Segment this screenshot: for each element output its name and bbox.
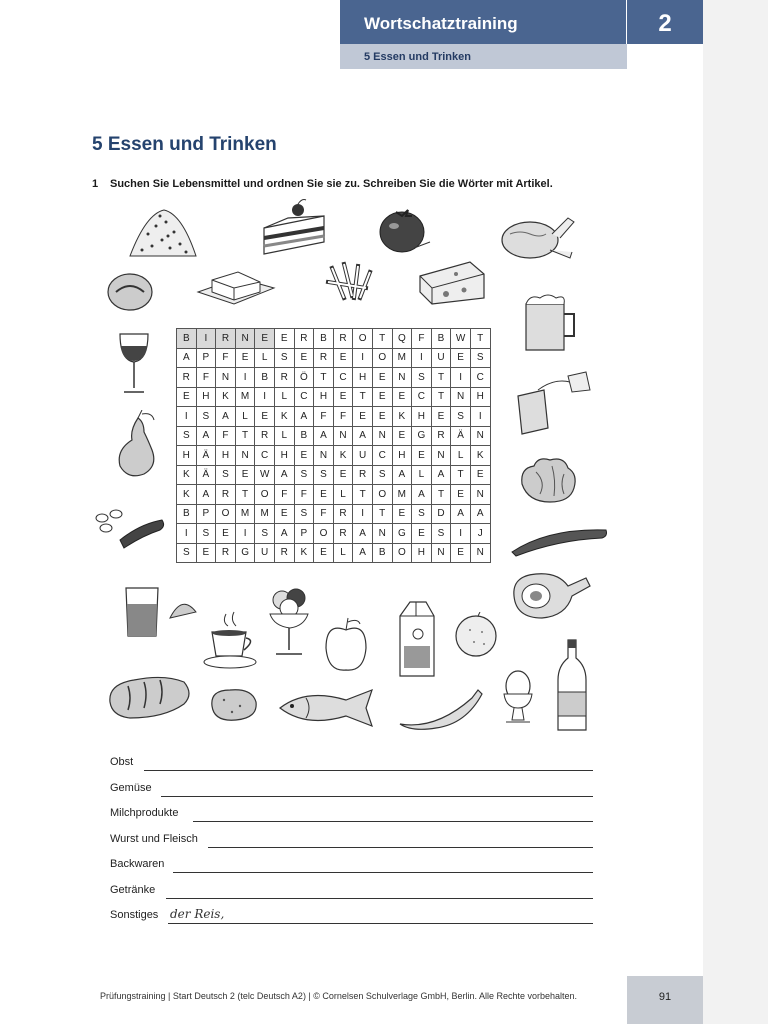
grid-cell[interactable]: Ä <box>196 446 216 466</box>
grid-cell[interactable]: N <box>235 329 255 349</box>
grid-cell[interactable]: E <box>451 348 471 368</box>
grid-cell[interactable]: I <box>196 329 216 349</box>
grid-cell[interactable]: A <box>451 504 471 524</box>
grid-cell[interactable]: S <box>314 465 334 485</box>
grid-cell[interactable]: Q <box>392 329 412 349</box>
grid-cell[interactable]: F <box>216 348 236 368</box>
grid-cell[interactable]: F <box>314 504 334 524</box>
grid-cell[interactable]: K <box>274 407 294 427</box>
answer-row <box>110 858 593 876</box>
cucumber-icon <box>508 522 610 558</box>
grid-cell[interactable]: R <box>216 543 236 563</box>
grid-cell[interactable]: L <box>451 446 471 466</box>
butter-icon <box>194 258 278 308</box>
grid-cell[interactable]: B <box>314 329 334 349</box>
grid-cell[interactable]: C <box>294 387 314 407</box>
grid-cell[interactable]: P <box>196 504 216 524</box>
grid-cell[interactable]: E <box>294 348 314 368</box>
grid-cell[interactable]: M <box>235 504 255 524</box>
grid-cell[interactable]: E <box>177 387 197 407</box>
grid-cell[interactable]: A <box>274 524 294 544</box>
grid-cell[interactable]: H <box>314 387 334 407</box>
orange-slice-icon <box>166 598 200 626</box>
grid-cell[interactable]: P <box>196 348 216 368</box>
footer-text: Prüfungstraining | Start Deutsch 2 (telc Deutsch A2) | © Cornelsen Schulverlage GmbH, Berlin. Alle Rechte vorbehalten. <box>100 991 578 1001</box>
page-number: 91 <box>627 976 703 1024</box>
banana-icon <box>396 684 486 732</box>
grid-cell[interactable]: R <box>333 504 353 524</box>
grid-cell[interactable]: E <box>372 387 392 407</box>
grid-cell[interactable]: B <box>255 368 275 388</box>
header-gap <box>627 44 703 69</box>
grid-row <box>177 407 491 427</box>
grid-cell[interactable]: T <box>431 368 451 388</box>
grid-cell[interactable]: M <box>392 348 412 368</box>
grid-cell[interactable]: I <box>177 524 197 544</box>
grid-cell[interactable]: E <box>353 407 373 427</box>
grid-cell[interactable]: E <box>255 407 275 427</box>
answer-line[interactable] <box>166 898 593 899</box>
grid-cell[interactable]: G <box>412 426 432 446</box>
grid-cell[interactable]: T <box>353 485 373 505</box>
grid-cell[interactable]: H <box>274 446 294 466</box>
grid-cell[interactable]: E <box>431 407 451 427</box>
task-number: 1 <box>92 178 99 190</box>
grid-cell[interactable]: A <box>392 465 412 485</box>
grid-cell[interactable]: B <box>294 426 314 446</box>
grid-cell[interactable]: A <box>294 407 314 427</box>
grid-cell[interactable]: K <box>294 543 314 563</box>
grid-cell[interactable]: T <box>451 465 471 485</box>
tomato-icon <box>374 204 434 256</box>
grid-cell[interactable]: R <box>216 485 236 505</box>
grid-cell[interactable]: E <box>372 407 392 427</box>
grid-cell[interactable]: K <box>392 407 412 427</box>
grid-cell[interactable]: E <box>216 524 236 544</box>
answer-row <box>110 782 593 800</box>
grid-cell[interactable]: E <box>255 329 275 349</box>
grid-cell[interactable]: N <box>392 368 412 388</box>
orange-icon <box>452 612 502 662</box>
grid-cell[interactable]: F <box>314 407 334 427</box>
grid-cell[interactable]: F <box>196 368 216 388</box>
grid-cell[interactable]: A <box>470 504 490 524</box>
grid-row <box>177 426 491 446</box>
grid-cell[interactable]: N <box>372 524 392 544</box>
grid-cell[interactable]: P <box>294 524 314 544</box>
grid-cell[interactable]: K <box>177 465 197 485</box>
answer-label: Backwaren <box>110 858 165 870</box>
grid-cell[interactable]: H <box>353 368 373 388</box>
grid-cell[interactable]: S <box>196 524 216 544</box>
coffee-cup-icon <box>200 610 264 672</box>
grid-cell[interactable]: I <box>235 368 255 388</box>
grid-cell[interactable]: E <box>372 368 392 388</box>
ham-icon <box>506 566 594 624</box>
grid-cell[interactable]: E <box>412 446 432 466</box>
grid-cell[interactable]: L <box>333 485 353 505</box>
grid-cell[interactable]: O <box>216 504 236 524</box>
grid-cell[interactable]: A <box>353 426 373 446</box>
grid-cell[interactable]: I <box>177 407 197 427</box>
bread-roll-icon <box>104 270 156 314</box>
answer-row <box>110 756 593 774</box>
grid-row <box>177 524 491 544</box>
grid-cell[interactable]: S <box>216 465 236 485</box>
egg-icon <box>500 668 536 728</box>
water-bottle-icon <box>554 636 590 736</box>
grid-cell[interactable]: F <box>274 485 294 505</box>
grid-cell[interactable]: A <box>412 485 432 505</box>
grid-cell[interactable]: I <box>353 504 373 524</box>
grid-cell[interactable]: A <box>353 524 373 544</box>
answer-row <box>110 807 593 825</box>
grid-cell[interactable]: S <box>372 465 392 485</box>
grid-row <box>177 329 491 349</box>
chicken-icon <box>490 204 576 268</box>
grid-cell[interactable]: T <box>314 368 334 388</box>
grid-cell[interactable]: R <box>333 524 353 544</box>
task-instruction: Suchen Sie Lebensmittel und ordnen Sie sie zu. Schreiben Sie die Wörter mit Artikel. <box>110 178 553 190</box>
apple-icon <box>320 614 372 676</box>
grid-cell[interactable]: S <box>412 368 432 388</box>
grid-cell[interactable]: N <box>431 543 451 563</box>
grid-cell[interactable]: N <box>216 368 236 388</box>
section-title: 5 Essen und Trinken <box>92 134 277 155</box>
grid-cell[interactable]: L <box>274 426 294 446</box>
grid-cell[interactable]: S <box>470 348 490 368</box>
lettuce-icon <box>516 454 580 506</box>
word-search-grid <box>176 328 491 563</box>
grid-cell[interactable]: C <box>333 368 353 388</box>
grid-cell[interactable]: C <box>412 387 432 407</box>
grid-cell[interactable]: I <box>451 524 471 544</box>
grid-cell[interactable]: E <box>274 504 294 524</box>
grid-cell[interactable]: O <box>255 485 275 505</box>
grid-row <box>177 368 491 388</box>
grid-cell[interactable]: E <box>314 543 334 563</box>
handwritten-answer: der Reis, <box>170 907 225 921</box>
grid-cell[interactable]: T <box>235 426 255 446</box>
grid-cell[interactable]: S <box>294 465 314 485</box>
grid-cell[interactable]: B <box>177 329 197 349</box>
grid-cell[interactable]: E <box>470 465 490 485</box>
answer-line[interactable] <box>193 821 593 822</box>
grid-cell[interactable]: L <box>333 543 353 563</box>
grid-cell[interactable]: E <box>451 485 471 505</box>
grid-cell[interactable]: O <box>353 329 373 349</box>
grid-cell[interactable]: I <box>412 348 432 368</box>
grid-cell[interactable]: C <box>470 368 490 388</box>
cake-icon <box>258 198 330 260</box>
grid-cell[interactable]: S <box>274 348 294 368</box>
grid-cell[interactable]: N <box>372 426 392 446</box>
grid-cell[interactable]: H <box>392 446 412 466</box>
tea-bag-icon <box>514 368 594 440</box>
grid-cell[interactable]: N <box>314 446 334 466</box>
grid-cell[interactable]: B <box>431 329 451 349</box>
grid-cell[interactable]: F <box>333 407 353 427</box>
grid-cell[interactable]: E <box>333 348 353 368</box>
grid-cell[interactable]: B <box>372 543 392 563</box>
grid-cell[interactable]: F <box>412 329 432 349</box>
fries-icon <box>322 258 380 306</box>
grid-cell[interactable]: T <box>353 387 373 407</box>
grid-cell[interactable]: F <box>294 485 314 505</box>
wine-glass-icon <box>116 330 152 398</box>
grid-cell[interactable]: M <box>392 485 412 505</box>
answer-label: Milchprodukte <box>110 807 179 819</box>
grid-cell[interactable]: K <box>216 387 236 407</box>
grid-cell[interactable]: E <box>392 426 412 446</box>
grid-cell[interactable]: Ä <box>196 465 216 485</box>
grid-cell[interactable]: E <box>274 329 294 349</box>
grid-cell[interactable]: O <box>372 485 392 505</box>
milk-carton-icon <box>394 598 440 682</box>
answer-line[interactable] <box>144 770 593 771</box>
grid-row <box>177 543 491 563</box>
grid-cell[interactable]: I <box>353 348 373 368</box>
grid-row <box>177 387 491 407</box>
grid-cell[interactable]: F <box>216 426 236 446</box>
grid-cell[interactable]: S <box>431 524 451 544</box>
grid-cell[interactable]: N <box>333 426 353 446</box>
grid-cell[interactable]: N <box>470 426 490 446</box>
answer-line[interactable] <box>173 872 593 873</box>
answer-label: Wurst und Fleisch <box>110 832 198 845</box>
grid-cell[interactable]: M <box>255 504 275 524</box>
grid-cell[interactable]: G <box>392 524 412 544</box>
beer-icon <box>520 290 580 356</box>
beans-icon <box>90 504 170 552</box>
grid-cell[interactable]: E <box>294 446 314 466</box>
grid-cell[interactable]: N <box>431 446 451 466</box>
grid-cell[interactable]: T <box>235 485 255 505</box>
answer-label: Sonstiges <box>110 909 159 921</box>
cheese-icon <box>416 254 488 306</box>
grid-cell[interactable]: S <box>177 426 197 446</box>
grid-cell[interactable]: O <box>392 543 412 563</box>
grid-cell[interactable]: R <box>177 368 197 388</box>
grid-cell[interactable]: K <box>470 446 490 466</box>
grid-cell[interactable]: N <box>451 387 471 407</box>
grid-cell[interactable]: W <box>255 465 275 485</box>
answer-label: Gemüse <box>110 781 152 794</box>
grid-cell[interactable]: U <box>255 543 275 563</box>
answer-line[interactable] <box>161 796 593 797</box>
grid-cell[interactable]: L <box>274 387 294 407</box>
grid-cell[interactable]: A <box>314 426 334 446</box>
grid-cell[interactable]: K <box>177 485 197 505</box>
grid-cell[interactable]: R <box>274 543 294 563</box>
grid-cell[interactable]: A <box>431 465 451 485</box>
fish-icon <box>276 686 386 730</box>
grid-cell[interactable]: S <box>451 407 471 427</box>
grid-cell[interactable]: E <box>392 504 412 524</box>
grid-cell[interactable]: R <box>353 465 373 485</box>
grid-row <box>177 465 491 485</box>
answer-line[interactable] <box>168 923 593 924</box>
grid-cell[interactable]: H <box>216 446 236 466</box>
rice-icon <box>126 204 200 260</box>
grid-cell[interactable]: H <box>196 387 216 407</box>
grid-cell[interactable]: A <box>177 348 197 368</box>
grid-cell[interactable]: L <box>412 465 432 485</box>
grid-cell[interactable]: R <box>294 329 314 349</box>
grid-cell[interactable]: U <box>353 446 373 466</box>
answer-row <box>110 884 593 902</box>
grid-cell[interactable]: T <box>431 485 451 505</box>
grid-cell[interactable]: S <box>294 504 314 524</box>
grid-cell[interactable]: I <box>451 368 471 388</box>
grid-cell[interactable]: A <box>274 465 294 485</box>
grid-cell[interactable]: M <box>235 387 255 407</box>
grid-cell[interactable]: E <box>314 485 334 505</box>
grid-cell[interactable]: H <box>177 446 197 466</box>
grid-cell[interactable]: J <box>470 524 490 544</box>
answer-label: Getränke <box>110 883 156 896</box>
grid-cell[interactable]: T <box>431 387 451 407</box>
chapter-number: 2 <box>627 0 703 44</box>
grid-cell[interactable]: R <box>333 329 353 349</box>
grid-row <box>177 348 491 368</box>
grid-cell[interactable]: C <box>255 446 275 466</box>
grid-cell[interactable]: A <box>196 485 216 505</box>
grid-cell[interactable]: S <box>196 407 216 427</box>
grid-cell[interactable]: I <box>470 407 490 427</box>
grid-cell[interactable]: S <box>177 543 197 563</box>
grid-cell[interactable]: K <box>333 446 353 466</box>
grid-cell[interactable]: S <box>412 504 432 524</box>
page-margin <box>703 0 768 1024</box>
ice-cream-icon <box>264 584 314 658</box>
grid-cell[interactable]: B <box>177 504 197 524</box>
grid-cell[interactable]: Ö <box>294 368 314 388</box>
grid-cell[interactable]: R <box>274 368 294 388</box>
grid-cell[interactable]: A <box>196 426 216 446</box>
grid-cell[interactable]: L <box>235 407 255 427</box>
grid-cell[interactable]: R <box>431 426 451 446</box>
grid-cell[interactable]: E <box>333 465 353 485</box>
grid-cell[interactable]: E <box>451 543 471 563</box>
grid-cell[interactable]: E <box>392 387 412 407</box>
grid-cell[interactable]: N <box>470 543 490 563</box>
grid-cell[interactable]: N <box>470 485 490 505</box>
grid-cell[interactable]: E <box>235 348 255 368</box>
answer-line[interactable] <box>208 847 593 848</box>
answer-row <box>110 833 593 851</box>
grid-cell[interactable]: G <box>235 543 255 563</box>
grid-cell[interactable]: R <box>216 329 236 349</box>
grid-cell[interactable]: H <box>412 407 432 427</box>
grid-cell[interactable]: Ä <box>451 426 471 446</box>
grid-cell[interactable]: R <box>314 348 334 368</box>
grid-cell[interactable]: E <box>333 387 353 407</box>
answer-label: Obst <box>110 756 134 768</box>
pear-icon <box>108 410 164 480</box>
grid-cell[interactable]: T <box>470 329 490 349</box>
potato-icon <box>206 684 262 726</box>
grid-cell[interactable]: L <box>255 348 275 368</box>
grid-row <box>177 485 491 505</box>
bread-icon <box>104 668 194 724</box>
grid-cell[interactable]: E <box>235 465 255 485</box>
answer-row <box>110 909 593 927</box>
grid-row <box>177 446 491 466</box>
grid-cell[interactable]: U <box>431 348 451 368</box>
grid-cell[interactable]: I <box>255 387 275 407</box>
grid-cell[interactable]: H <box>412 543 432 563</box>
grid-cell[interactable]: D <box>431 504 451 524</box>
grid-cell[interactable]: W <box>451 329 471 349</box>
grid-cell[interactable]: C <box>372 446 392 466</box>
header-title: Wortschatztraining <box>340 0 626 44</box>
grid-cell[interactable]: R <box>255 426 275 446</box>
grid-cell[interactable]: S <box>255 524 275 544</box>
grid-row <box>177 504 491 524</box>
grid-cell[interactable]: A <box>353 543 373 563</box>
grid-cell[interactable]: E <box>412 524 432 544</box>
grid-cell[interactable]: I <box>235 524 255 544</box>
grid-cell[interactable]: H <box>470 387 490 407</box>
grid-cell[interactable]: A <box>216 407 236 427</box>
grid-cell[interactable]: T <box>372 329 392 349</box>
grid-cell[interactable]: O <box>314 524 334 544</box>
grid-cell[interactable]: E <box>196 543 216 563</box>
grid-cell[interactable]: T <box>372 504 392 524</box>
grid-cell[interactable]: N <box>235 446 255 466</box>
header-subtitle: 5 Essen und Trinken <box>340 44 627 69</box>
juice-glass-icon <box>122 584 162 640</box>
grid-cell[interactable]: O <box>372 348 392 368</box>
